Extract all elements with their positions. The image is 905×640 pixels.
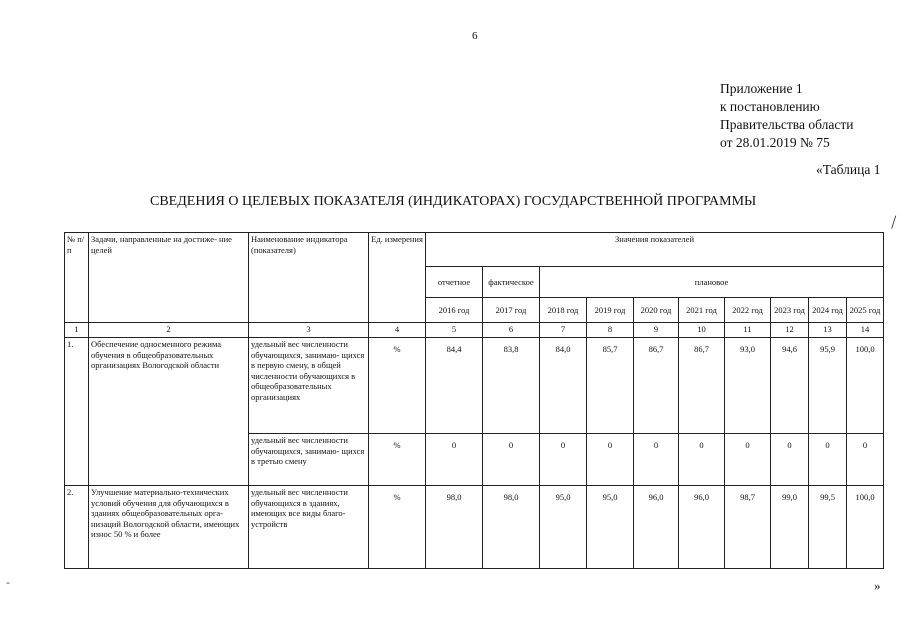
margin-dash-mark: - — [6, 575, 10, 589]
value-cell: 0 — [847, 434, 884, 486]
header-unit: Ед. измерения — [369, 233, 426, 323]
value-cell: 94,6 — [771, 338, 809, 434]
year-header: 2021 год — [679, 298, 725, 323]
value-cell: 0 — [809, 434, 847, 486]
indicator-unit: % — [369, 486, 426, 569]
appendix-line-1: Приложение 1 — [720, 81, 803, 96]
indicator-unit: % — [369, 338, 426, 434]
value-cell: 95,0 — [587, 486, 634, 569]
value-cell: 0 — [587, 434, 634, 486]
appendix-line-4: от 28.01.2019 № 75 — [720, 135, 830, 150]
year-header: 2018 год — [540, 298, 587, 323]
document-title: СВЕДЕНИЯ О ЦЕЛЕВЫХ ПОКАЗАТЕЛЯ (ИНДИКАТОРАХ) ГОСУДАРСТВЕННОЙ ПРОГРАММЫ — [150, 194, 757, 209]
column-number: 14 — [847, 323, 884, 338]
column-number: 3 — [249, 323, 369, 338]
year-header: 2017 год — [483, 298, 540, 323]
indicator-unit: % — [369, 434, 426, 486]
value-cell: 98,0 — [483, 486, 540, 569]
value-cell: 100,0 — [847, 486, 884, 569]
row-task: Улучшение материально-технических условий обучения для обучающихся в зданиях общеобразовательных орга- низаций Вологодской области, имеющих износ 50 % и более — [89, 486, 249, 569]
indicator-name: удельный вес численности обучающихся, занимаю- щихся в третью смену — [249, 434, 369, 486]
value-cell: 99,0 — [771, 486, 809, 569]
header-planned: плановое — [540, 267, 884, 298]
value-cell: 98,0 — [426, 486, 483, 569]
closing-quote-mark: » — [874, 578, 881, 593]
value-cell: 100,0 — [847, 338, 884, 434]
year-header: 2020 год — [634, 298, 679, 323]
value-cell: 0 — [679, 434, 725, 486]
row-num: 2. — [65, 486, 89, 569]
value-cell: 0 — [634, 434, 679, 486]
value-cell: 84,0 — [540, 338, 587, 434]
header-values: Значения показателей — [426, 233, 884, 267]
year-header: 2022 год — [725, 298, 771, 323]
value-cell: 98,7 — [725, 486, 771, 569]
value-cell: 0 — [426, 434, 483, 486]
column-number: 6 — [483, 323, 540, 338]
year-header: 2025 год — [847, 298, 884, 323]
value-cell: 96,0 — [679, 486, 725, 569]
column-number: 1 — [65, 323, 89, 338]
value-cell: 0 — [771, 434, 809, 486]
column-number: 4 — [369, 323, 426, 338]
header-reported: отчетное — [426, 267, 483, 298]
year-header: 2016 год — [426, 298, 483, 323]
table-row — [65, 338, 884, 434]
value-cell: 0 — [540, 434, 587, 486]
value-cell: 0 — [483, 434, 540, 486]
appendix-line-3: Правительства области — [720, 117, 854, 132]
column-number: 7 — [540, 323, 587, 338]
indicator-name: удельный вес численности обучающихся в зданиях, имеющих все виды благо- устройств — [249, 486, 369, 569]
value-cell: 93,0 — [725, 338, 771, 434]
appendix-line-2: к постановлению — [720, 99, 820, 114]
column-number: 12 — [771, 323, 809, 338]
table-row — [65, 486, 884, 569]
value-cell: 86,7 — [679, 338, 725, 434]
year-header: 2019 год — [587, 298, 634, 323]
value-cell: 83,8 — [483, 338, 540, 434]
indicators-table — [64, 232, 884, 569]
header-actual: фактическое — [483, 267, 540, 298]
column-number: 5 — [426, 323, 483, 338]
value-cell: 84,4 — [426, 338, 483, 434]
value-cell: 0 — [725, 434, 771, 486]
column-number: 8 — [587, 323, 634, 338]
column-number: 2 — [89, 323, 249, 338]
handwritten-slash-mark: / — [889, 211, 898, 233]
header-indicator: Наименование индикатора (показателя) — [249, 233, 369, 323]
table-reference: «Таблица 1 — [816, 162, 881, 177]
value-cell: 86,7 — [634, 338, 679, 434]
value-cell: 95,0 — [540, 486, 587, 569]
value-cell: 96,0 — [634, 486, 679, 569]
column-number: 10 — [679, 323, 725, 338]
year-header: 2024 год — [809, 298, 847, 323]
row-task: Обеспечение односменного режима обучения в общеобразовательных организациях Вологодской области — [89, 338, 249, 486]
header-num: № п/п — [65, 233, 89, 323]
value-cell: 99,5 — [809, 486, 847, 569]
header-tasks: Задачи, направленные на достиже- ние целей — [89, 233, 249, 323]
page-number: 6 — [472, 30, 478, 42]
value-cell: 95,9 — [809, 338, 847, 434]
row-num: 1. — [65, 338, 89, 486]
indicator-name: удельный вес численности обучающихся, занимаю- щихся в первую смену, в общей численности обучающихся в общеобразовательных организациях — [249, 338, 369, 434]
appendix-note — [720, 80, 853, 152]
column-number: 11 — [725, 323, 771, 338]
column-number: 13 — [809, 323, 847, 338]
value-cell: 85,7 — [587, 338, 634, 434]
column-number: 9 — [634, 323, 679, 338]
year-header: 2023 год — [771, 298, 809, 323]
